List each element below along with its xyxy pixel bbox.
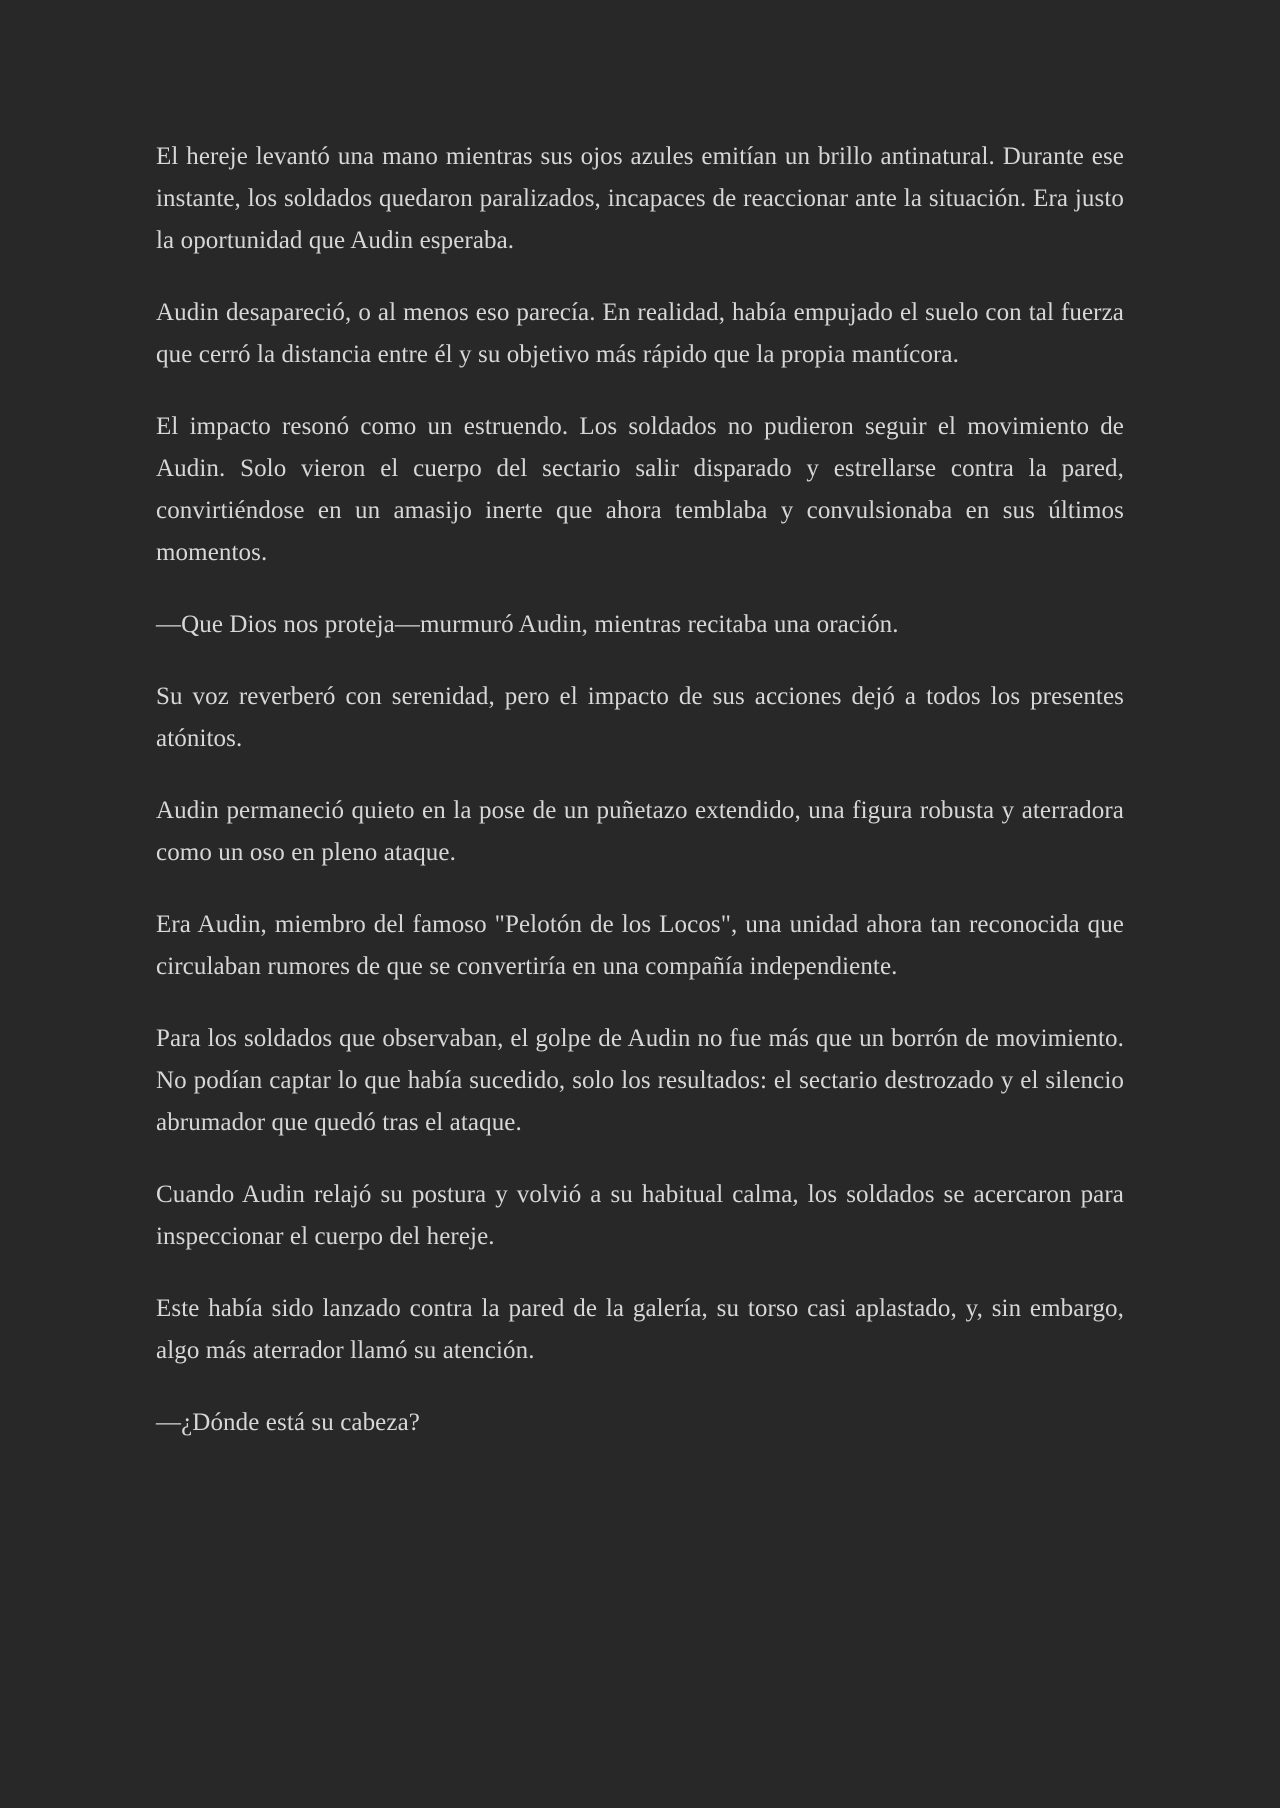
paragraph: El hereje levantó una mano mientras sus ojos azules emitían un brillo antinatural. Durante ese instante, los soldados quedaron paralizados, incapaces de reaccionar ante la situación. Era justo la oportunidad que Audin esperaba. (156, 143, 1124, 254)
paragraph: Cuando Audin relajó su postura y volvió a su habitual calma, los soldados se acercaron para inspeccionar el cuerpo del hereje. (156, 1181, 1124, 1250)
paragraph: Audin permaneció quieto en la pose de un puñetazo extendido, una figura robusta y aterradora como un oso en pleno ataque. (156, 797, 1124, 866)
paragraph-dialogue: —Que Dios nos proteja—murmuró Audin, mientras recitaba una oración. (156, 611, 899, 638)
paragraph: Audin desapareció, o al menos eso parecía. En realidad, había empujado el suelo con tal fuerza que cerró la distancia entre él y su objetivo más rápido que la propia mantícora. (156, 299, 1124, 368)
paragraph: Para los soldados que observaban, el golpe de Audin no fue más que un borrón de movimiento. No podían captar lo que había sucedido, solo los resultados: el sectario destrozado y el silencio abrumador que quedó tras el ataque. (156, 1025, 1124, 1136)
chapter-text-container (156, 0, 1124, 1444)
paragraph: Era Audin, miembro del famoso "Pelotón de los Locos", una unidad ahora tan reconocida que circulaban rumores de que se convertiría en una compañía independiente. (156, 911, 1124, 980)
paragraph: Este había sido lanzado contra la pared de la galería, su torso casi aplastado, y, sin embargo, algo más aterrador llamó su atención. (156, 1295, 1124, 1364)
paragraph: Su voz reverberó con serenidad, pero el impacto de sus acciones dejó a todos los presentes atónitos. (156, 683, 1124, 752)
paragraph: El impacto resonó como un estruendo. Los soldados no pudieron seguir el movimiento de Audin. Solo vieron el cuerpo del sectario salir disparado y estrellarse contra la pared, convirtiéndose en un amasijo inerte que ahora temblaba y convulsionaba en sus últimos momentos. (156, 413, 1124, 566)
paragraph-dialogue: —¿Dónde está su cabeza? (156, 1409, 420, 1436)
